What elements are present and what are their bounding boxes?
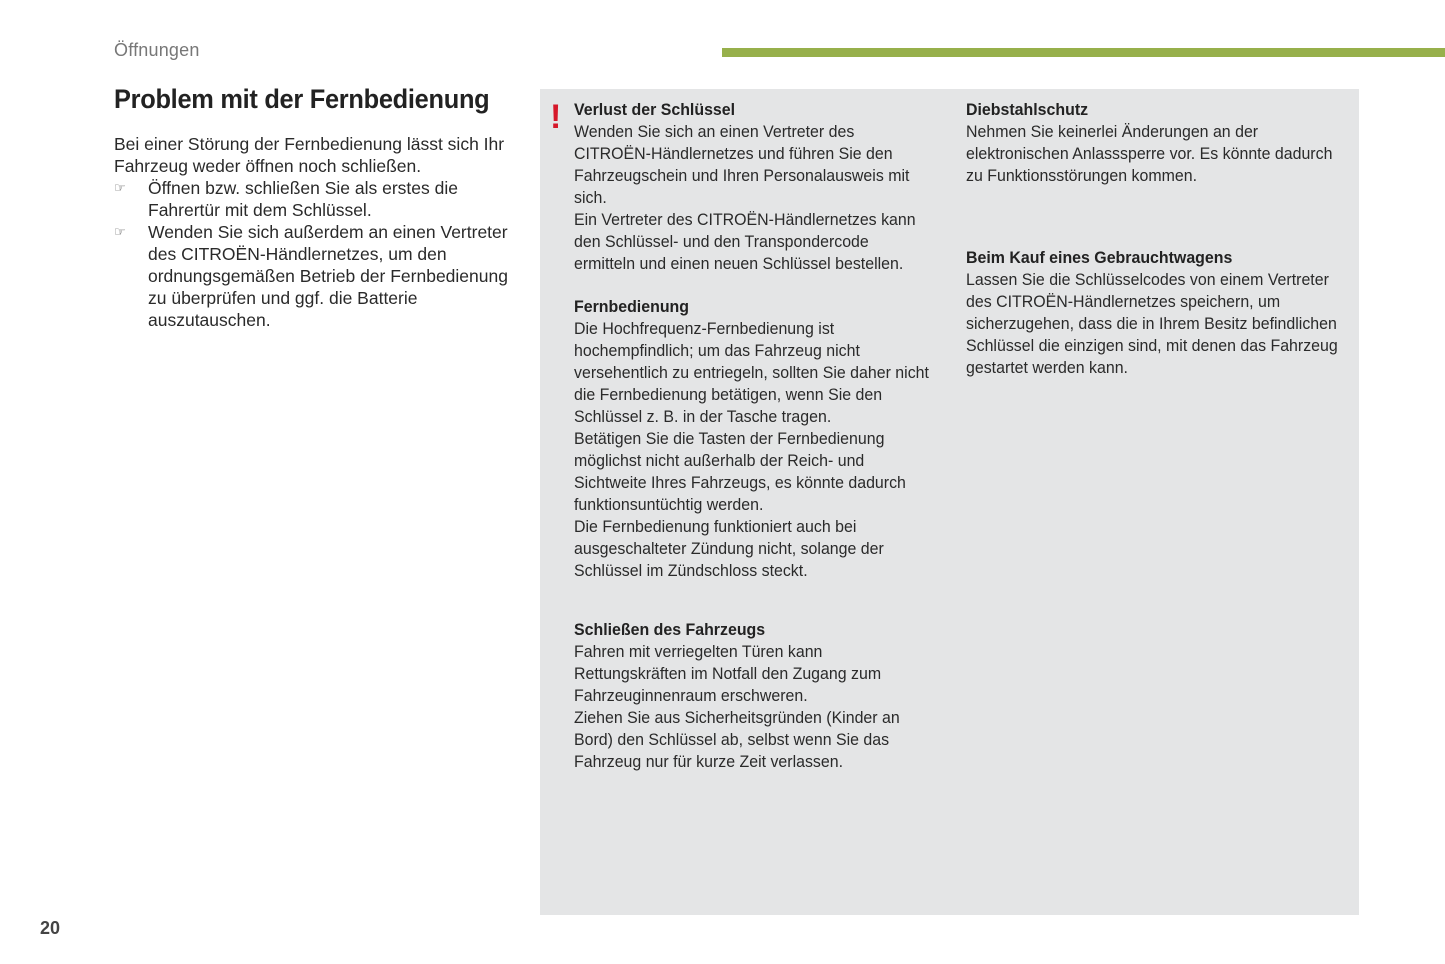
note-text: Wenden Sie sich an einen Vertreter des CITROËN-Händlernetzes und führen Sie den Fahrzeugschein und Ihren Personalausweis mit sich. — [574, 123, 910, 207]
note-remote-control — [574, 296, 931, 582]
list-item-text: Wenden Sie sich außerdem an einen Vertreter des CITROËN-Händlernetzes, um den ordnungsgemäßen Betrieb der Fernbedienung zu überprüfen und ggf. die Batterie auszutauschen. — [148, 222, 508, 330]
pointing-hand-icon: ☞ — [114, 224, 126, 239]
note-heading: Diebstahlschutz — [966, 101, 1089, 119]
note-heading: Beim Kauf eines Gebrauchtwagens — [966, 249, 1233, 267]
list-item — [114, 177, 514, 221]
note-heading: Fernbedienung — [574, 298, 690, 316]
pointing-hand-icon: ☞ — [114, 180, 126, 195]
note-text: Nehmen Sie keinerlei Änderungen an der elektronischen Anlasssperre vor. Es könnte dadurch zu Funktionsstörungen kommen. — [966, 123, 1333, 185]
note-text: Fahren mit verriegelten Türen kann Rettungskräften im Notfall den Zugang zum Fahrzeuginnenraum erschweren. — [574, 643, 882, 705]
section-title: Öffnungen — [114, 40, 200, 60]
note-used-car — [966, 247, 1352, 379]
note-text: Betätigen Sie die Tasten der Fernbedienung möglichst nicht außerhalb der Reich- und Sichtweite Ihres Fahrzeugs, es könnte dadurch funktionsuntüchtig werden. — [574, 430, 906, 514]
note-text: Die Fernbedienung funktioniert auch bei ausgeschalteter Zündung nicht, solange der Schlüssel im Zündschloss steckt. — [574, 518, 884, 580]
list-item — [114, 221, 514, 331]
intro-text: Bei einer Störung der Fernbedienung lässt sich Ihr Fahrzeug weder öffnen noch schließen. — [114, 134, 505, 176]
note-heading: Verlust der Schlüssel — [574, 101, 736, 119]
note-text: Die Hochfrequenz-Fernbedienung ist hochempfindlich; um das Fahrzeug nicht versehentlich zu entriegeln, sollten Sie daher nicht die Fernbedienung betätigen, wenn Sie den Schlüssel z. B. in der Tasche tragen. — [574, 320, 929, 426]
header-accent-bar — [722, 48, 1445, 57]
note-text: Ein Vertreter des CITROËN-Händlernetzes kann den Schlüssel- und den Transpondercode ermitteln und einen neuen Schlüssel bestellen. — [574, 211, 916, 273]
page-number: 20 — [40, 918, 61, 938]
page-title: Problem mit der Fernbedienung — [114, 84, 490, 114]
note-text: Ziehen Sie aus Sicherheitsgründen (Kinder an Bord) den Schlüssel ab, selbst wenn Sie das Fahrzeug nur für kurze Zeit verlassen. — [574, 709, 900, 771]
intro-section — [114, 133, 514, 331]
note-text: Lassen Sie die Schlüsselcodes von einem Vertreter des CITROËN-Händlernetzes speichern, um sicherzugehen, dass die in Ihrem Besitz befindlichen Schlüssel die einzigen sind, mit denen das Fahrzeug gestartet werden kann. — [966, 271, 1338, 377]
note-lost-keys — [574, 99, 931, 275]
note-anti-theft — [966, 99, 1352, 187]
exclamation-icon: ! — [550, 98, 562, 136]
note-heading: Schließen des Fahrzeugs — [574, 621, 766, 639]
list-item-text: Öffnen bzw. schließen Sie als erstes die Fahrertür mit dem Schlüssel. — [148, 178, 458, 220]
note-locking — [574, 619, 931, 773]
